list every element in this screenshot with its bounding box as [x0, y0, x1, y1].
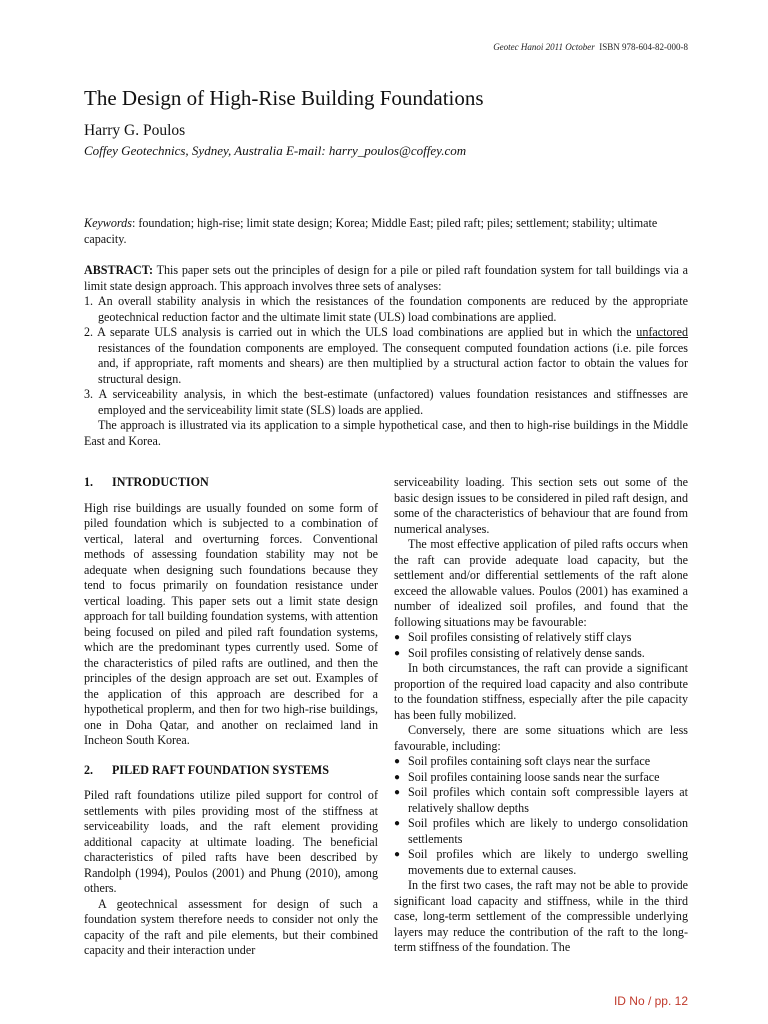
isbn: ISBN 978-604-82-000-8 — [599, 42, 688, 52]
left-column — [84, 475, 378, 959]
list-item: ● Soil profiles consisting of relatively stiff clays — [394, 630, 632, 644]
right-paragraph-5: In the first two cases, the raft may not be able to provide significant load capacity and stiffness, while in the third case, long-term settlement of the compressible underlying layers may reduce the contribution of the raft to the long-term stiffness of the foundation. The — [394, 878, 688, 954]
list-item: ● Soil profiles which are likely to undergo consolidation settlements — [394, 816, 688, 846]
bullet-icon: ● — [394, 818, 401, 829]
running-header — [493, 42, 688, 52]
list-item: ● Soil profiles containing soft clays near the surface — [394, 754, 651, 768]
abstract-closing: The approach is illustrated via its application to a simple hypothetical case, and then to high-rise buildings in the Middle East and Korea. — [84, 418, 688, 448]
page-id-footer: ID No / pp. 12 — [613, 994, 688, 1008]
bullet-icon: ● — [394, 647, 401, 659]
paper-title: The Design of High-Rise Building Foundations — [84, 86, 484, 110]
abstract — [84, 263, 688, 449]
piled-raft-paragraph-2: A geotechnical assessment for design of such a foundation system therefore needs to consider not only the capacity of the raft and pile elements, but their combined capacity and their interaction under — [84, 896, 378, 957]
right-paragraph-4: Conversely, there are some situations which are less favourable, including: — [394, 723, 688, 753]
keywords-text: : foundation; high-rise; limit state design; Korea; Middle East; piled raft; piles; settlement; stability; ultimate capacity. — [84, 216, 658, 246]
list-item: ● Soil profiles consisting of relatively dense sands. — [394, 645, 645, 660]
list-item: ● Soil profiles which are likely to undergo swelling movements due to external causes. — [394, 847, 688, 877]
keywords — [84, 216, 688, 247]
section-heading-introduction: 1. INTRODUCTION — [84, 475, 209, 489]
bullet-icon: ● — [394, 632, 401, 643]
bullet-icon: ● — [394, 787, 401, 798]
keywords-label: Keywords — [84, 216, 132, 230]
list-item: ● Soil profiles containing loose sands near the surface — [394, 769, 660, 784]
author-name: Harry G. Poulos — [84, 122, 186, 139]
author-affiliation: Coffey Geotechnics, Sydney, Australia E-mail: harry_poulos@coffey.com — [84, 143, 467, 158]
bullet-icon: ● — [394, 849, 401, 860]
abstract-item-2: 2. A separate ULS analysis is carried out in which the ULS load combinations are applied but in which the unfactored resistances of the foundation components are employed. The consequent computed foundation actions (i.e. pile forces and, if appropriate, raft moments and shears) are then multiplied by a structural action factor to obtain the values for structural design. — [84, 325, 688, 386]
right-paragraph-3: In both circumstances, the raft can provide a significant proportion of the required load capacity and also contribute to the foundation stiffness, especially after the pile capacity has been fully mobilized. — [394, 661, 688, 722]
abstract-intro: This paper sets out the principles of design for a pile or piled raft foundation system for tall buildings via a limit state design approach. This approach involves three sets of analyses: — [84, 263, 688, 293]
abstract-item-3: 3. A serviceability analysis, in which the best-estimate (unfactored) values foundation resistances and stiffnesses are employed and the serviceability limit state (SLS) loads are applied. — [84, 387, 688, 417]
list-item: ● Soil profiles which contain soft compressible layers at relatively shallow depths — [394, 785, 688, 815]
section-heading-piled-raft: 2. PILED RAFT FOUNDATION SYSTEMS — [84, 762, 329, 777]
bullet-icon: ● — [394, 771, 401, 783]
abstract-item-1: 1. An overall stability analysis in which the resistances of the foundation components are reduced by the appropriate geotechnical reduction factor and the ultimate limit state (ULS) load combinations are applied. — [84, 294, 688, 324]
right-paragraph-1: serviceability loading. This section sets out some of the basic design issues to be considered in piled raft design, and some of the characteristics of behaviour that are found from numerical analyses. — [394, 475, 688, 536]
abstract-label: ABSTRACT: — [84, 263, 153, 277]
right-column — [394, 475, 688, 956]
bullet-icon: ● — [394, 756, 401, 767]
journal-name: Geotec Hanoi 2011 October — [493, 42, 595, 52]
introduction-paragraph: High rise buildings are usually founded on some form of piled foundation which is subjected to a combination of vertical, lateral and overturning forces. Conventional methods of assessing foundation stability may not be adequate when designing such foundations because they tend to focus primarily on foundation resistance under vertical loading. This paper sets out a limit state design approach for tall building foundation systems, with attention being focused on piled and piled raft foundation systems, which are the predominant types currently used. Some of the characteristics of piled rafts are outlined, and then the principles of the design approach are set out. Examples of the application of this approach are described for a hypothetical proplerm, and then for two high-rise buildings, one in Doha Qatar, and another on reclaimed land in Incheon South Korea. — [84, 500, 378, 747]
piled-raft-paragraph-1: Piled raft foundations utilize piled support for control of settlements with piles providing most of the stiffness at serviceability loads, and the raft element providing additional capacity at ultimate loading. The beneficial characteristics of piled rafts have been described by Randolph (1994), Poulos (2001) and Phung (2010), among others. — [84, 788, 378, 895]
right-paragraph-2: The most effective application of piled rafts occurs when the raft can provide adequate load capacity, but the settlement and/or differential settlements of the raft alone exceed the allowable values. Poulos (2001) has examined a number of idealized soil profiles, and found that the following situations may be favourable: — [394, 537, 688, 629]
